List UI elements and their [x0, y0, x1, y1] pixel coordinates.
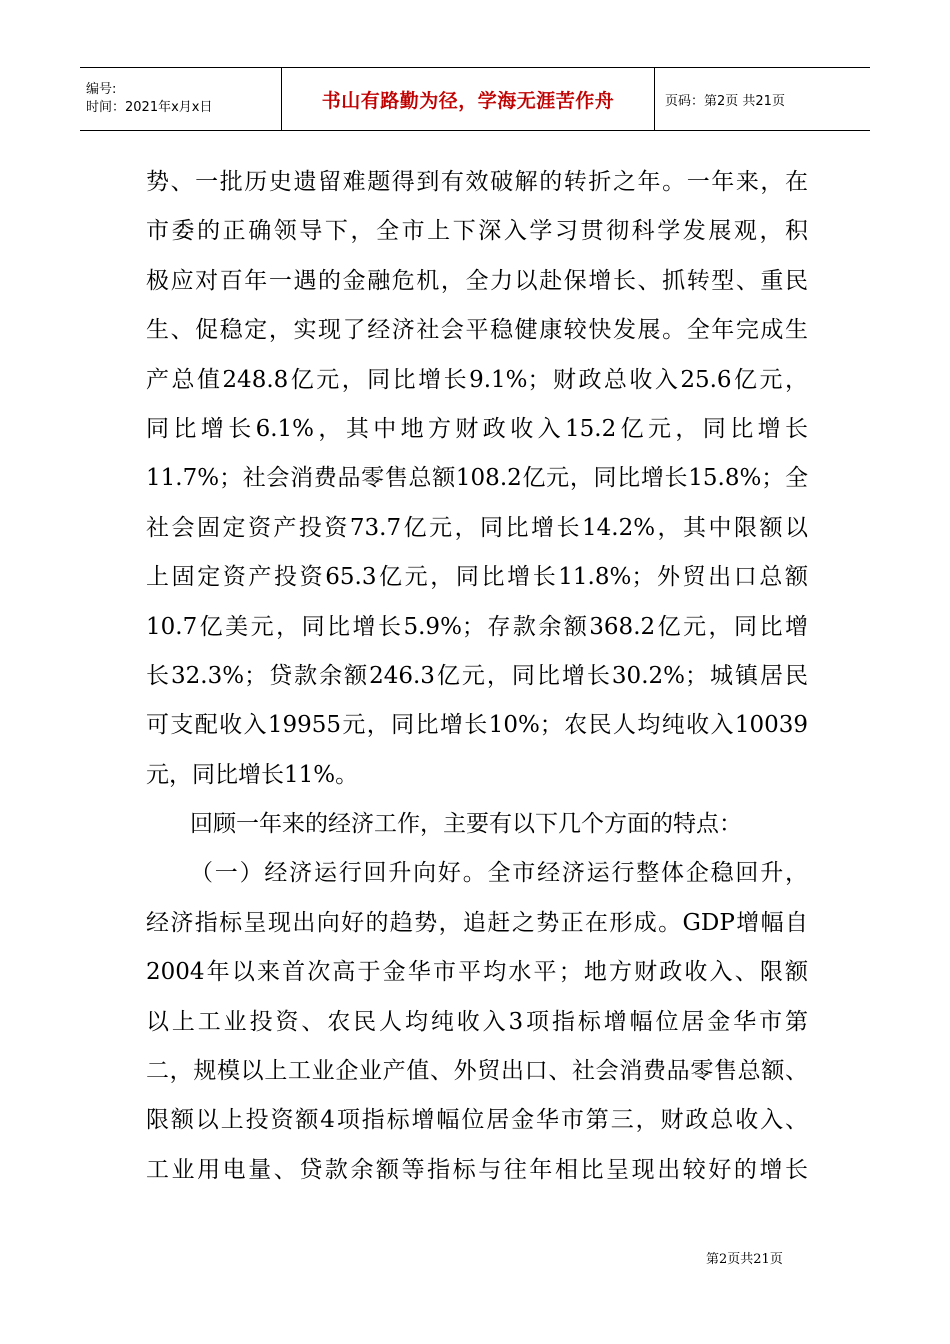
body-line: 以上工业投资、农民人均纯收入3项指标增幅位居金华市第 [146, 1008, 808, 1035]
document-time-label: 时间：2021年x月x日 [86, 100, 213, 115]
body-line: 势、一批历史遗留难题得到有效破解的转折之年。一年来，在 [146, 169, 808, 195]
body-line: 元，同比增长11%。 [146, 761, 359, 788]
body-line: 2004年以来首次高于金华市平均水平；地方财政收入、限额 [146, 959, 808, 986]
document-body [146, 158, 808, 1195]
header-meta [80, 68, 282, 130]
body-line: 极应对百年一遇的金融危机，全力以赴保增长、抓转型、重民 [146, 267, 808, 294]
body-line: 市委的正确领导下，全市上下深入学习贯彻科学发展观，积 [146, 218, 808, 245]
body-line: 上固定资产投资65.3亿元，同比增长11.8%；外贸出口总额 [146, 564, 808, 591]
body-line: 同比增长6.1%，其中地方财政收入15.2亿元，同比增长 [146, 415, 808, 442]
body-line: 生、促稳定，实现了经济社会平稳健康较快发展。全年完成生 [146, 317, 808, 344]
body-line: 社会固定资产投资73.7亿元，同比增长14.2%，其中限额以 [146, 514, 808, 541]
body-line: 11.7%；社会消费品零售总额108.2亿元，同比增长15.8%；全 [146, 465, 808, 492]
document-number-label: 编号: [86, 82, 117, 97]
body-line: 经济指标呈现出向好的趋势，追赶之势正在形成。GDP增幅自 [146, 909, 808, 936]
body-line: 工业用电量、贷款余额等指标与往年相比呈现出较好的增长 [146, 1156, 808, 1183]
page-header [80, 67, 870, 131]
body-line: 二，规模以上工业企业产值、外贸出口、社会消费品零售总额、 [146, 1058, 808, 1085]
paragraph-heading-line: 回顾一年来的经济工作，主要有以下几个方面的特点： [190, 811, 742, 838]
header-page-number: 页码：第2页 共21页 [665, 93, 785, 109]
page-footer-number: 第2页共21页 [706, 1252, 783, 1267]
body-line: 可支配收入19955元，同比增长10%；农民人均纯收入10039 [146, 712, 808, 739]
section-heading-line: （一）经济运行回升向好。全市经济运行整体企稳回升， [190, 860, 808, 887]
body-line: 长32.3%；贷款余额246.3亿元，同比增长30.2%；城镇居民 [146, 662, 808, 689]
header-motto: 书山有路勤为径，学海无涯苦作舟 [282, 68, 655, 130]
body-line: 10.7亿美元，同比增长5.9%；存款余额368.2亿元，同比增 [146, 613, 808, 640]
body-line: 限额以上投资额4项指标增幅位居金华市第三，财政总收入、 [146, 1107, 808, 1134]
body-line: 产总值248.8亿元，同比增长9.1%；财政总收入25.6亿元， [146, 366, 808, 393]
